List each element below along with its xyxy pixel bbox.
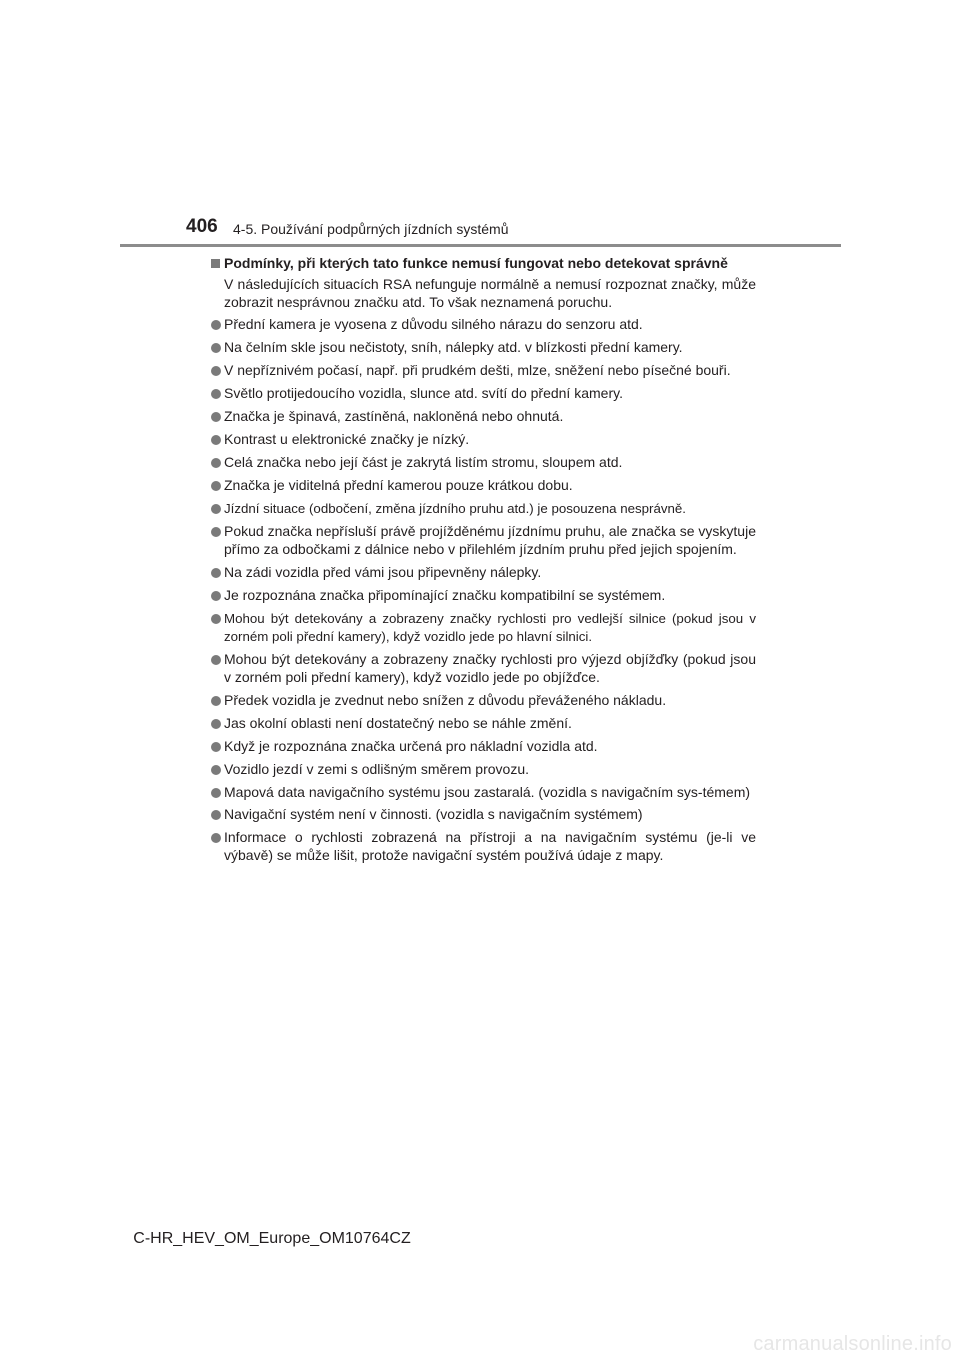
- list-item-text: Vozidlo jezdí v zemi s odlišným směrem provozu.: [224, 760, 529, 777]
- list-item: [211, 454, 756, 472]
- list-item: [211, 610, 756, 646]
- list-item-text: Světlo protijedoucího vozidla, slunce atd. svítí do přední kamery.: [224, 385, 623, 402]
- header-divider: [120, 244, 841, 247]
- list-item: [211, 738, 756, 756]
- list-item-text: Na čelním skle jsou nečistoty, sníh, nálepky atd. v blízkosti přední kamery.: [224, 339, 683, 356]
- list-item: [211, 761, 756, 779]
- list-item: [211, 564, 756, 582]
- list-item: [211, 715, 756, 733]
- list-item: [211, 784, 756, 802]
- list-item-text: Pokud značka nepřísluší právě projížděnému jízdnímu pruhu, ale značka se vyskytuje přímo za odbočkami z dálnice nebo v přilehlém jízdním pruhu před jejich spojením.: [224, 523, 756, 558]
- bullet-dot-icon: [211, 810, 221, 820]
- list-item: [211, 385, 756, 403]
- bullet-dot-icon: [211, 527, 221, 537]
- page-number: 406: [186, 216, 218, 237]
- document-code: C-HR_HEV_OM_Europe_OM10764CZ: [133, 1230, 411, 1247]
- list-item-text: Značka je viditelná přední kamerou pouze krátkou dobu.: [224, 477, 573, 494]
- footer: [0, 1229, 960, 1249]
- list-item: [211, 587, 756, 605]
- list-item: [211, 651, 756, 687]
- list-item-text: Přední kamera je vyosena z důvodu silného nárazu do senzoru atd.: [224, 316, 643, 333]
- bullet-dot-icon: [211, 481, 221, 491]
- list-item-text: Mohou být detekovány a zobrazeny značky rychlosti pro výjezd objížďky (pokud jsou v zorném poli přední kamery), když vozidlo jede po objížďce.: [224, 650, 756, 685]
- bullet-dot-icon: [211, 655, 221, 665]
- list-item-text: Jas okolní oblasti není dostatečný nebo se náhle změní.: [224, 714, 572, 731]
- list-item-text: V nepříznivém počasí, např. při prudkém dešti, mlze, sněžení nebo písečné bouři.: [224, 362, 731, 379]
- main-content: [211, 255, 756, 870]
- bullet-dot-icon: [211, 412, 221, 422]
- bullet-dot-icon: [211, 765, 221, 775]
- list-item-text: Navigační systém není v činnosti. (vozidla s navigačním systémem): [224, 806, 643, 823]
- list-item-text: Značka je špinavá, zastíněná, nakloněná nebo ohnutá.: [224, 408, 564, 425]
- list-item: [211, 362, 756, 380]
- bullet-dot-icon: [211, 614, 221, 624]
- bullet-dot-icon: [211, 366, 221, 376]
- list-item: [211, 339, 756, 357]
- bullet-dot-icon: [211, 320, 221, 330]
- bullet-dot-icon: [211, 435, 221, 445]
- bullet-dot-icon: [211, 591, 221, 601]
- intro-paragraph: V následujících situacích RSA nefunguje normálně a nemusí rozpoznat značky, může zobrazit nesprávnou značku atd. To však neznamená poruchu.: [224, 275, 756, 310]
- list-item-text: Mohou být detekovány a zobrazeny značky rychlosti pro vedlejší silnice (pokud jsou v zorném poli přední kamery), když vozidlo jede po hlavní silnici.: [224, 611, 756, 644]
- list-item-text: Mapová data navigačního systému jsou zastaralá. (vozidla s navigačním sys-témem): [224, 783, 751, 800]
- bullet-dot-icon: [211, 696, 221, 706]
- condition-list: [211, 316, 756, 865]
- bullet-dot-icon: [211, 742, 221, 752]
- bullet-dot-icon: [211, 389, 221, 399]
- list-item: [211, 431, 756, 449]
- list-item: [211, 523, 756, 559]
- list-item: [211, 500, 756, 518]
- list-item-text: Je rozpoznána značka připomínající značku kompatibilní se systémem.: [224, 587, 666, 604]
- list-item: [211, 316, 756, 334]
- list-item: [211, 477, 756, 495]
- bullet-dot-icon: [211, 833, 221, 843]
- subsection-heading-text: Podmínky, při kterých tato funkce nemusí fungovat nebo detekovat správně: [224, 255, 728, 271]
- list-item-text: Předek vozidla je zvednut nebo snížen z důvodu převáženého nákladu.: [224, 691, 667, 708]
- list-item: [211, 806, 756, 824]
- list-item-text: Celá značka nebo její část je zakrytá listím stromu, sloupem atd.: [224, 454, 623, 471]
- bullet-dot-icon: [211, 458, 221, 468]
- section-title: 4-5. Používání podpůrných jízdních systémů: [233, 221, 509, 237]
- square-bullet-icon: [211, 259, 220, 268]
- list-item-text: Jízdní situace (odbočení, změna jízdního pruhu atd.) je posouzena nesprávně.: [224, 501, 686, 517]
- watermark: carmanualsonline.info: [753, 1333, 952, 1355]
- list-item-text: Na zádi vozidla před vámi jsou připevněny nálepky.: [224, 564, 542, 581]
- bullet-dot-icon: [211, 568, 221, 578]
- list-item: [211, 408, 756, 426]
- list-item: [211, 692, 756, 710]
- bullet-dot-icon: [211, 504, 221, 514]
- subsection-heading: [211, 255, 756, 273]
- bullet-dot-icon: [211, 788, 221, 798]
- bullet-dot-icon: [211, 343, 221, 353]
- list-item-text: Když je rozpoznána značka určená pro nákladní vozidla atd.: [224, 737, 598, 754]
- bullet-dot-icon: [211, 719, 221, 729]
- list-item: [211, 829, 756, 865]
- list-item-text: Informace o rychlosti zobrazená na přístroji a na navigačním systému (je-li ve výbavě) se může lišit, protože navigační systém používá údaje z mapy.: [224, 829, 756, 864]
- list-item-text: Kontrast u elektronické značky je nízký.: [224, 431, 470, 448]
